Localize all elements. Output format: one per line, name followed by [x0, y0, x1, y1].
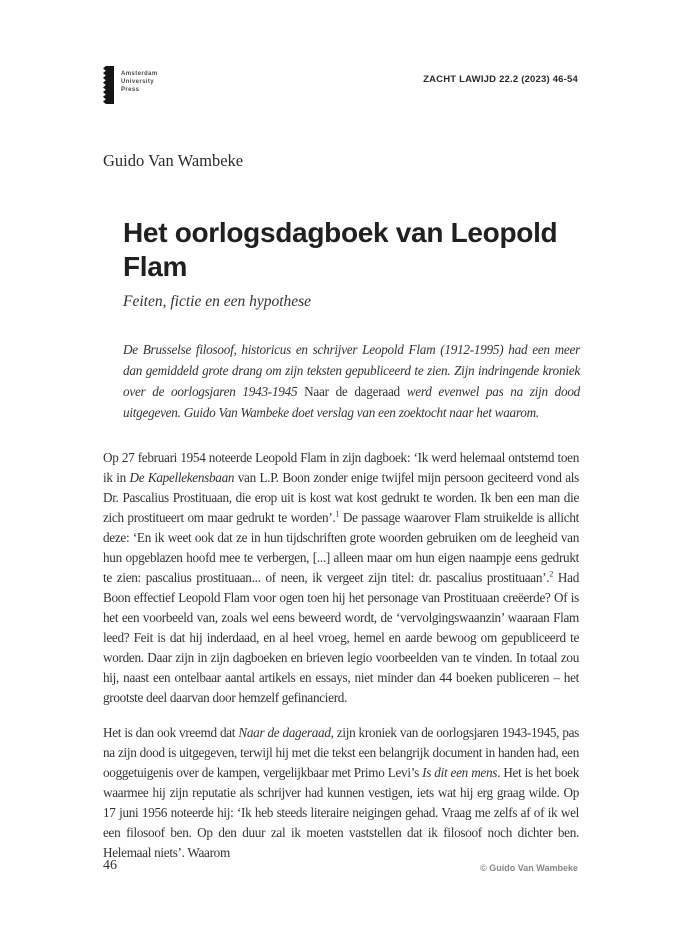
copyright-notice: © Guido Van Wambeke: [480, 863, 578, 873]
abstract: De Brusselse filosoof, historicus en schrijver Leopold Flam (1912-1995) had een meer dan gemiddeld grote drang om zijn teksten gepubliceerd te zien. Zijn indringende kroniek over de oorlogsjaren 1943-1945 Naar de dageraad werd evenwel pas na zijn dood uitgegeven. Guido Van Wambeke doet verslag van een zoektocht naar het waarom.: [123, 342, 581, 420]
logo-text-line: Press: [121, 87, 140, 93]
page-number: 46: [103, 858, 117, 873]
logo-text-line: Amsterdam: [121, 71, 158, 77]
logo-text: [121, 66, 158, 94]
body-paragraph: Op 27 februari 1954 noteerde Leopold Flam in zijn dagboek: ‘Ik werd helemaal ontstemd toen ik in De Kapellekensbaan van L.P. Boon zonder enige twijfel mijn persoon geciteerd vond als Dr. Pascalius Prostituaan, die erop uit is kost wat kost gedrukt te worden. Ik ben een man die zich prostitueert om maar gedrukt te worden’.$^1$ De passage waarover Flam struikelde is allicht deze: ‘En ik weet ook dat ze in hun tijdschriften grote woorden gebruiken om de leegheid van hun opgeblazen hoofd mee te verbergen, [...] alleen maar om hun eigen naampje eens gedrukt te zien: pascalius prostituaan... of neen, ik vergeet zijn titel: dr. pascalius prostituaan’.$^2$ Had Boon effectief Leopold Flam voor ogen toen hij het personage van Prostituaan creëerde? Of is het een voorbeeld van, zoals wel eens beweerd wordt, de ‘vervolgingswaanzin’ waaraan Flam leed? Feit is dat hij inderdaad, en al heel vroeg, hemel en aarde bewoog om gepubliceerd te worden. Daar zijn in zijn dagboeken en brieven legio voorbeelden van te vinden. In totaal zou hij, naast een ontelbaar aantal artikels en essays, niet minder dan 44 boeken publiceren – het grootste deel daarvan door hemzelf gefinancierd.: [103, 450, 579, 705]
journal-reference: ZACHT LAWIJD 22.2 (2023) 46-54: [423, 74, 578, 85]
logo-mark-icon: [103, 66, 114, 104]
article-title: Het oorlogsdagboek van Leopold Flam: [123, 217, 558, 282]
article-body: [103, 448, 579, 878]
university-press-logo: [103, 66, 158, 104]
logo-text-line: University: [121, 79, 155, 85]
author-name: Guido Van Wambeke: [103, 151, 244, 170]
article-subtitle: Feiten, fictie en een hypothese: [123, 293, 312, 310]
body-paragraph: Het is dan ook vreemd dat Naar de dageraad, zijn kroniek van de oorlogsjaren 1943-1945, pas na zijn dood is uitgegeven, terwijl hij met die tekst een belangrijk document in handen had, een ooggetuigenis over de kampen, vergelijkbaar met Primo Levi’s Is dit een mens. Het is het boek waarmee hij zijn reputatie als schrijver had kunnen vestigen, iets wat hij erg graag wilde. Op 17 juni 1956 noteerde hij: ‘Ik heb steeds literaire neigingen gehad. Vraag me zelfs af of ik wel een filosoof ben. Op den duur zal ik moeten vaststellen dat ik filosoof noch dichter ben. Helemaal niets’. Waarom: [103, 725, 580, 860]
